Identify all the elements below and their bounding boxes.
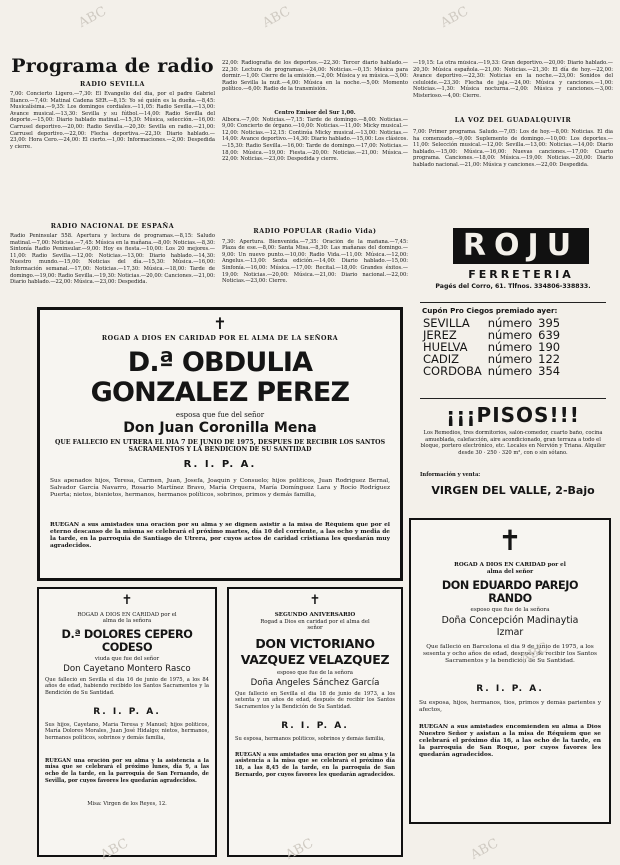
obituary-vazquez: [227, 587, 403, 857]
abc-watermark: ABC: [98, 836, 131, 863]
cepero-death: Que falleció en Sevilla el día 16 de junio de 1975, a los 84 años de edad, habiendo recibido los Santos Sacramentos y la Bendición de Su Santidad.: [45, 676, 209, 696]
main-obit-request: RUEGAN a sus amistades una oración por su alma y se dignen asistir a la misa de Réquiem que por el eterno descanso de la misma se celebrará el próximo martes, día 10 del corriente, a las ocho y media de la tarde, en la parroquia de Santiago de Utrera, por cuyos actos de caridad cristiana les quedarán muy agradecidos.: [50, 521, 390, 549]
parejo-rip: R. I. P. A.: [476, 683, 544, 694]
pisos-info: Información y venta:: [420, 472, 481, 478]
cepero-footer: Misa: Virgen de los Reyes, 12.: [87, 800, 167, 807]
cupon-header: Cupón Pro Ciegos premiado ayer:: [422, 306, 558, 315]
cepero-name: D.ª DOLORES CEPERO CODESO: [61, 627, 193, 654]
cross-icon: ✝: [309, 593, 321, 608]
cupon-label: número: [487, 364, 533, 378]
parejo-text: Su esposa, hijos, hermanos, tíos, primos y demás parientes y afectos,: [419, 699, 601, 713]
abc-watermark: ABC: [76, 4, 109, 31]
radio-mid-column: [222, 60, 408, 299]
main-obituary: [37, 307, 403, 581]
cepero-spouse: Don Cayetano Montero Rasco: [63, 663, 191, 674]
cupon-number: 354: [538, 364, 561, 378]
main-obit-spouse: Don Juan Coronilla Mena: [123, 420, 317, 436]
parejo-name: DON EDUARDO PAREJO RANDO: [441, 578, 579, 605]
cupon-row: [420, 365, 563, 377]
cupon-block: [420, 302, 606, 377]
parejo-death: Que falleció en Barcelona el día 9 de junio de 1975, a los sesenta y ocho años de edad, después de recibir los Santos Sacramentos y la bendición de Su Santidad.: [423, 643, 597, 664]
cross-icon: ✝: [121, 593, 133, 608]
cupon-number: 190: [538, 340, 561, 354]
parejo-header: ROGAD A DIOS EN CARIDAD por el alma del señor: [454, 562, 566, 575]
radio-popular-text: 7,30: Apertura. Bienvenida.—7,35: Oración de la mañana.—7,45: Plaza de ese.—8,00: Santa Misa.—8,30: Las mañanas del domingo.—9,00: Un nuevo punto.—10,00: Radio Vida.—11,00: Música.—12,00: Angelus.—13,00: Sexta edición.—14,00: Diario hablado.—15,00: Sinfonía.—16,00: Música.—17,00: Recital.—18,00: Grandes éxitos.—19,00: Noticias.—20,00: Música.—21,00: Diario nacional.—22,00: Noticias.—23,00: Cierre.: [222, 238, 408, 285]
abc-watermark: ABC: [468, 836, 501, 863]
cepero-text: Sus hijos, Cayetano, María Teresa y Manuel; hijos políticos, María Dolores Morales, Juan José Hidalgo; nietos, hermanos, hermanos políticos, sobrinos y demás familia,: [45, 721, 209, 741]
pisos-text: Los Remedios, tres dormitorios, salón-comedor, cuarto baño, cocina amueblada, calefacción, aire acondicionado, gran terraza a todo el bloque, portero electrónico, etc. Locales en Nervión y Triana. Alquiler desde 30 · 250 · 320 m², con o sin sótano.: [420, 430, 606, 456]
cepero-request: RUEGAN una oración por su alma y la asistencia a la misa que se celebrará el próximo lunes, día 9, a las ocho de la tarde, en la parroquia de San Fernando, de Sevilla, por cuyos favores les quedarán agradecidos.: [45, 757, 209, 784]
abc-watermark: ABC: [438, 4, 471, 31]
cupon-number: 122: [538, 352, 561, 366]
obituary-parejo: [409, 518, 611, 824]
vazquez-spouse: Doña Angeles Sánchez García: [250, 677, 380, 688]
abc-watermark: ABC: [283, 836, 316, 863]
cupon-label: número: [487, 316, 533, 330]
radio-top-right-text: —19,15: La otra música.—19,33: Gran deportivo.—20,00: Diario hablado.—20,30: Música española.—21,00: Noticias.—21,30: El día de hoy.—22,00: Avance deportivo.—22,30: Noticias en la noche.—23,00: Sonidos del celuloide.—23,30: Flecha de jaja.—24,00: Música y canciones.—1,00: Noticias.—1,30: Música nocturna.—2,00: Música y canciones.—3,00: Misterioso.—4,00: Cierre.: [413, 60, 613, 99]
radio-voz-header: LA VOZ DEL GUADALQUIVIR: [454, 117, 572, 124]
cross-icon: ✝: [213, 314, 227, 333]
cupon-label: número: [487, 340, 533, 354]
cepero-spouse-label: viuda que fue del señor: [94, 655, 160, 662]
radio-castilla-header: Centro Emisor del Sur 1,00.: [274, 110, 356, 116]
radio-sevilla-text: 7,00: Concierto Ligero.—7,30: El Evangelio del día, por el padre Gabriel Ilianco.—7,40: Matinal Cadena SER.—8,15: Yo sé quién es la dueña.—8,45: Musicalísima.—9,35: Los domingos cordiales.—11,05: Radio Sevilla.—13,00: Avance musical.—13,30: Sevilla y su fútbol.—14,00: Radio Sevilla del deporte.—15,00: Diario hablado matinal.—15,30: Música, selección.—16,00: Carrusel deportivo.—20,00: Radio Sevilla.—20,30: Sevilla en radio.—21,00: Carrusel deportivo.—22,00: Flecha deportiva.—22,30: Diario hablado.—23,00: Hora Cero.—24,00: El cierto.—1,00: Informaciones.—2,00: Despedida y cierre.: [10, 91, 215, 150]
main-obit-rip: R. I. P. A.: [183, 458, 257, 470]
cepero-rip: R. I. P. A.: [93, 706, 161, 717]
cupon-label: número: [487, 328, 533, 342]
cupon-city: SEVILLA: [423, 316, 470, 330]
cupon-number: 395: [538, 316, 561, 330]
obituary-cepero: [37, 587, 217, 857]
roju-subtitle: FERRETERIA: [468, 268, 574, 281]
cupon-city: CADIZ: [423, 352, 460, 366]
pisos-address: VIRGEN DEL VALLE, 2-Bajo: [431, 483, 595, 497]
radio-voz-text: 7,00: Primer programa. Saludo.—7,05: Los de hoy.—8,00: Noticias. El día ha comenzado.—9,00: Suplemento de domingo.—10,00: Los deportes.—11,00: Selección musical.—12,00: Sevilla.—13,00: Noticias.—14,00: Diario hablado.—15,00: Música.—16,00: Nuevas canciones.—17,00: Cuarto programa. Canciones.—18,00: Música.—19,00: Noticias.—20,00: Diario hablado nacional.—21,00: Música y canciones.—22,00: Despedida.: [413, 129, 613, 168]
parejo-spouse-label: esposo que fue de la señora: [470, 606, 550, 613]
radio-nacional-text: Radio Peninsular 558. Apertura y lectura de programas.—8,15: Saludo matinal.—7,00: Noticias.—7,45: Música en la mañana.—8,00: Noticias.—8,30: Sintonía Radio Peninsular.—9,00: Hoy es fiesta.—10,00: Los 20 mejores.—11,00: Radio Sevilla.—12,00: Noticias.—13,00: Diario hablado.—14,30: Nuestro mundo.—15,00: Noticias del día.—15,30: Música.—16,00: Información semanal.—17,00: Noticias.—17,30: Música.—18,00: Tarde de domingo.—19,00: Radio Sevilla.—19,30: Noticias.—20,00: Canciones.—21,00: Diario hablado.—22,00: Música.—23,00: Despedida.: [10, 233, 215, 286]
vazquez-spouse-label: esposo que fue de la señora: [276, 669, 354, 676]
vazquez-name: DON VICTORIANO VAZQUEZ VELAZQUEZ: [240, 635, 390, 667]
cross-icon: ✝: [498, 524, 522, 557]
main-obit-spouse-label: esposa que fue del señor: [175, 411, 265, 419]
pisos-ad: [420, 398, 606, 497]
radio-castilla-text: Albora.—7,00: Noticias.—7,15: Tarde de domingo.—8,00: Noticias.—9,00: Concierto de órgano.—10,00: Noticias.—11,00: Micky musical.—12,00: Noticias.—12,15: Continúa Micky musical.—13,00: Noticias.—14,00: Avance deportivo.—14,30: Diario hablado.—15,00: Los clásicos.—15,30: Radio Sevilla.—16,00: Tarde de domingo.—17,00: Noticias.—18,00: Música.—19,00: Fiesta.—20,00: Noticias.—21,00: Música.—22,00: Noticias.—23,00: Despedida y cierre.: [222, 116, 408, 163]
vazquez-rip: R. I. P. A.: [281, 720, 349, 731]
abc-watermark: ABC: [260, 4, 293, 31]
main-obit-name: D.ª OBDULIA GONZALEZ PEREZ: [90, 347, 350, 408]
cepero-header: ROGAD A DIOS EN CARIDAD por el alma de la señora: [77, 612, 177, 625]
radio-mid-text: 22,00: Radiografía de los deportes.—22,30: Tercer diario hablado.—22,30: Lectura de programas.—24,00: Noticias.—0,15: Música para dormir.—1,00: Cierre de la emisión.—2,00: Música y su música.—3,00: Radio Sevilla la nuit.—4,00: Música en la noche.—5,00: Momento político.—6,00: Radio de la transmisión.: [222, 60, 408, 93]
vazquez-anniversary: SEGUNDO ANIVERSARIO: [274, 612, 356, 618]
cupon-city: JEREZ: [423, 328, 457, 342]
vazquez-text: Su esposa, hermanos políticos, sobrinos y demás familia,: [235, 735, 385, 742]
vazquez-request: RUEGAN a sus amistades una oración por su alma y la asistencia a la misa que se celebrará el próximo día 18, a las 8,45 de la tarde, en la parroquia de San Bernardo, por cuyos favores les quedarán agradecidos.: [235, 751, 395, 778]
main-obit-header: ROGAD A DIOS EN CARIDAD POR EL ALMA DE LA SEÑORA: [101, 335, 339, 342]
roju-logo: ROJU: [453, 228, 589, 264]
main-obit-death: QUE FALLECIO EN UTRERA EL DIA 7 DE JUNIO DE 1975, DESPUES DE RECIBIR LOS SANTOS SACRAMENTOS Y LA BENDICION DE SU SANTIDAD: [54, 439, 386, 454]
cupon-city: HUELVA: [423, 340, 468, 354]
radio-sevilla-header: RADIO SEVILLA: [80, 81, 145, 88]
radio-popular-header: RADIO POPULAR (Radio Vida): [253, 227, 377, 235]
cupon-number: 639: [538, 328, 561, 342]
cupon-table: [420, 317, 563, 377]
pisos-title: ¡¡¡PISOS!!!: [446, 403, 580, 427]
abc-watermark: ABC: [518, 640, 551, 667]
vazquez-header: Rogad a Dios en caridad por el alma del señor: [260, 619, 370, 632]
radio-column: [10, 55, 215, 313]
vazquez-death: Que falleció en Sevilla el día 18 de junio de 1973, a los setenta y un años de edad, después de recibir los Santos Sacramentos y la Bendición de Su Santidad.: [235, 690, 395, 710]
parejo-request: RUEGAN a sus amistades encomienden su alma a Dios Nuestro Señor y asistan a la misa de Réquiem que se celebrará el próximo día 16, a las ocho de la tarde, en la parroquia de San Roque, por cuyos favores les quedarán agradecidos.: [419, 723, 601, 759]
radio-right-column: [413, 60, 613, 221]
radio-nacional-header: RADIO NACIONAL DE ESPAÑA: [50, 223, 175, 230]
radio-title: Programa de radio: [11, 55, 214, 77]
parejo-spouse: Doña Concepción Madinaytia Izmar: [441, 614, 579, 638]
roju-ad: [413, 228, 613, 308]
roju-address: Pagés del Corro, 61. Tlfnos. 334806-338833.: [435, 283, 591, 290]
cupon-city: CORDOBA: [423, 364, 482, 378]
cupon-label: número: [487, 352, 533, 366]
main-obit-text: Sus apenados hijos, Teresa, Carmen, Juan, Josefa, Joaquín y Consuelo; hijos políticos, Juan Rodríguez Bernal, Salvador García Navarro, Rosario Martínez Bravo, María Orquera, María Domínguez Lara y Rocío Rodríguez Puerta; nietos, bisnietos, hermanos, hermanos políticos, sobrinos, primos y demás familia,: [50, 477, 390, 498]
